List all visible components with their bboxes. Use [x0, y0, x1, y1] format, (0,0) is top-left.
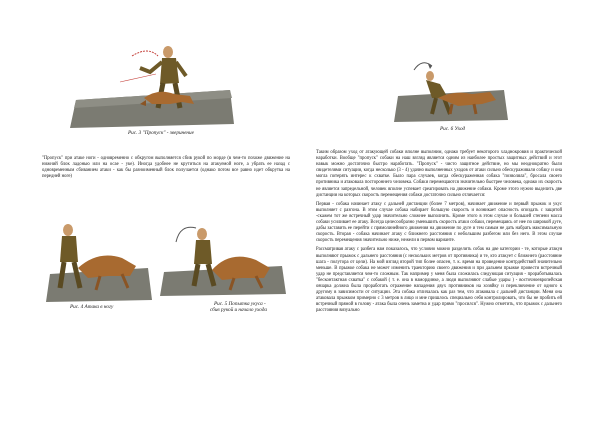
- right-paragraph-3: Рассматривая атаку с разбега нам показалось, что условно можно разделить собак на две категории - те, которые атакуя выполняют прыжок с дальнего расстояния (с нескольких метров от противника) и те, кто атакует с ближнего (расстояние шага - полутора от цели). На мой взгляд второй тип более опасен, т. к. время на проведение контрдействий значительно меньше. В прыжке собака не может изменить траекторию своего движения и при дальнем прыжке провести встречный удар не представляется чем-то сложным. Так например у меня была сложилась следующая ситуация - проработывалась "бесконтактная схватка" с собакой ( т. е. она в намординке, а люди выполняют слабые удары ) - восточноевропейская овчарка должна была проработать отражение нападения двух противников на хозяйку и переключение от одного к другому в зависимости от ситуации. Эта собака отличалась как раз тем, что атаковала с дальней дистанции. Меня она атаковала прыжком примерно с 3 метров в лицо и мне пришлось специально себя контролировать, что бы не пробить ей встречный прямой в голову - атака была очень заметна и удар прямо "просился". Нужно отметить, что прыжок с дальнего расстояния визуально: [316, 247, 562, 314]
- figure-5-caption-line-2: сбив рукой и начало ухода: [210, 307, 267, 313]
- figure-4-caption: Рис. 4 Атака в ногу: [70, 304, 114, 310]
- figure-5-caption-line-1: Рис. 5 Попытка укуса -: [214, 301, 266, 307]
- right-paragraph-2: Первая - собака начинает атаку с дальней дистанции (более 7 метров), начинает движение и первый прыжок и укус выполняет с разгона. В этом случае собака набирает большую скорость и возникает опасность опоздать с защитой -скажем тот же встречный удар значительно сложнее выполнить. Кроме этого в этом случае и большей степени масса собаки усиливает ее атаку. Всегда целесообразно уменьшить скорость атаки собаки, перемещаясь от нее по широкой дуге, дабы заставить ее перейти с прямолинейного движения на движение по дуге и тем самым не дать набрать максимальную скорость. Вторая - собака начинает атаку с ближнего расстояния с небольшим разбегом или без него. В этом случае скорость перемещения значительно ниже, нежели в первом варианте.: [316, 201, 562, 244]
- figure-6-image: [392, 58, 512, 124]
- left-text-block: [42, 156, 290, 183]
- figure-3-image: [62, 38, 238, 130]
- figure-4-image: [42, 216, 154, 302]
- figure-3-caption: Рис. 3 "Пропуск" - зверинение: [128, 130, 194, 136]
- left-paragraph-1: "Пропуск" при атаке ноги - одновременно с обкругом выполняется сбив рукой по морде (в чем-то похоже движение на нижний блок ладонью или на осае - уке). Иногда удобнее не крутиться на атакуемой ноге, а убрать ее назад с одновременным сбиванием атаки - как бы разноименный блок получается (однако потом все равно идет обкрутка на передней ноге): [42, 156, 290, 180]
- right-text-block: [316, 150, 562, 317]
- right-paragraph-1: Таким образом уход от атакующей собаки вполне выполним, однако требует некоторого хладнокровия и практической наработки. Вообще "пропуск" собаки на наш взгляд является одним из наиболее простых защитных действий и этот навык можно достаточно быстро наработать. "Пропуск" - чисто защитное действие, но мы неоднократно были свидетелями ситуации, когда несколько (3 - 4) удачно выполненных уходов от атаки сильно обескураживали собаку и она могла потерять интерес к схватке. Было пара случаев, когда обескураженная собака "позволяла", бросала своего противника и атаковала постороннего человека. Собаки перемещаются значительно быстрее человека, однако их скорость не является запредельной, человек вполне успевает среагировать на движение собаки. Кроме этого нужно выделить две дистанции на которых скорость перемещения собаки достаточно сильно отличается:: [316, 150, 562, 198]
- figure-6-caption: Рис. 6 Уход: [440, 126, 466, 132]
- figure-5-image: [158, 220, 288, 296]
